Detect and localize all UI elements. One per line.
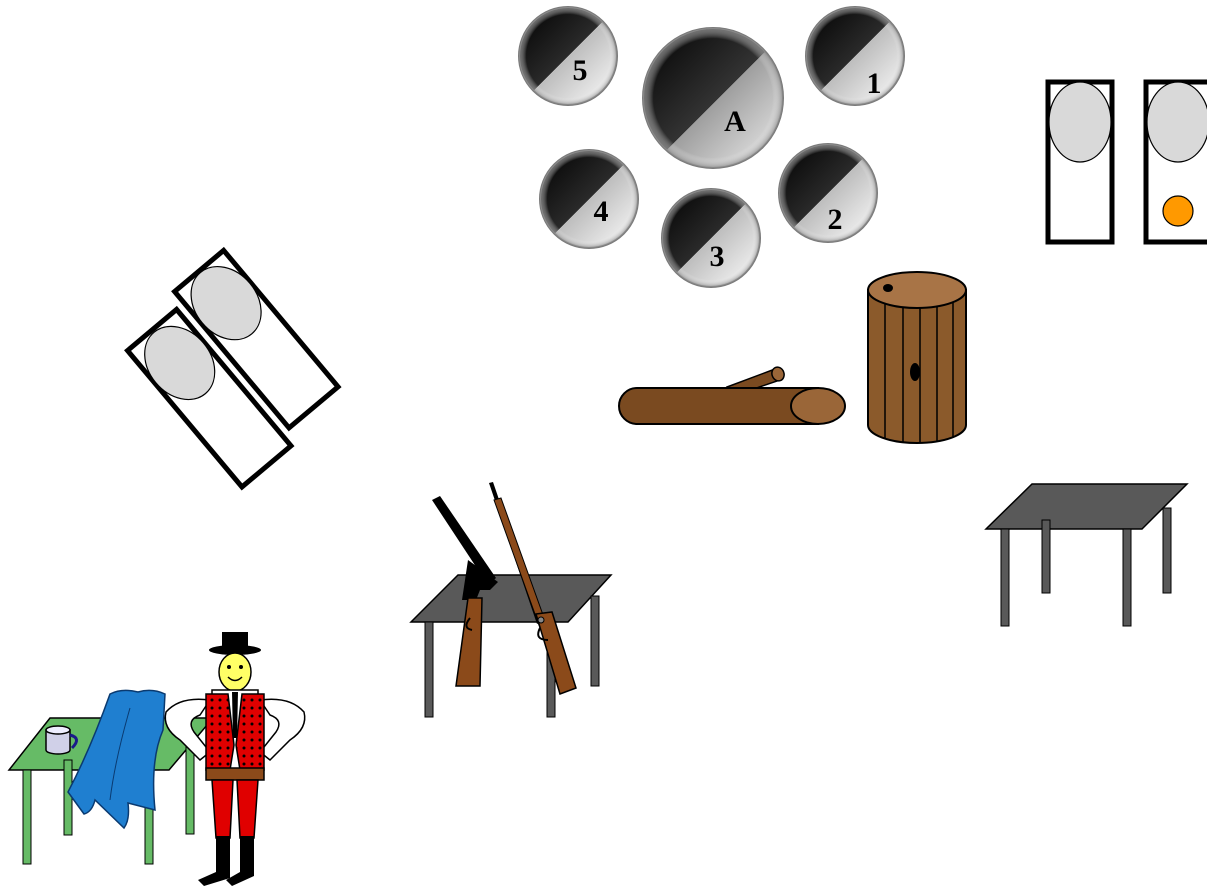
barrel-icon (868, 272, 966, 443)
indicator-panel-left (1048, 82, 1112, 242)
target-group (519, 7, 904, 287)
target-a-label: A (724, 105, 746, 138)
target-2[interactable] (779, 144, 877, 242)
target-5-label: 5 (572, 54, 588, 87)
target-2-label: 2 (827, 203, 843, 236)
target-1[interactable] (806, 7, 904, 105)
hat-icon (209, 632, 261, 655)
target-1-label: 1 (866, 67, 882, 100)
log-icon (619, 365, 845, 424)
target-3[interactable] (662, 189, 760, 287)
indicator-panel-right (1146, 82, 1207, 242)
indicator-lamp-icon (1163, 196, 1193, 226)
target-5[interactable] (519, 7, 617, 105)
target-3-label: 3 (709, 240, 725, 273)
target-4-label: 4 (593, 195, 609, 228)
foot-plates (118, 250, 348, 487)
table-right (986, 484, 1187, 626)
table-rifles (411, 575, 611, 717)
face-icon (219, 653, 251, 691)
target-a[interactable] (643, 28, 783, 168)
target-4[interactable] (540, 150, 638, 248)
